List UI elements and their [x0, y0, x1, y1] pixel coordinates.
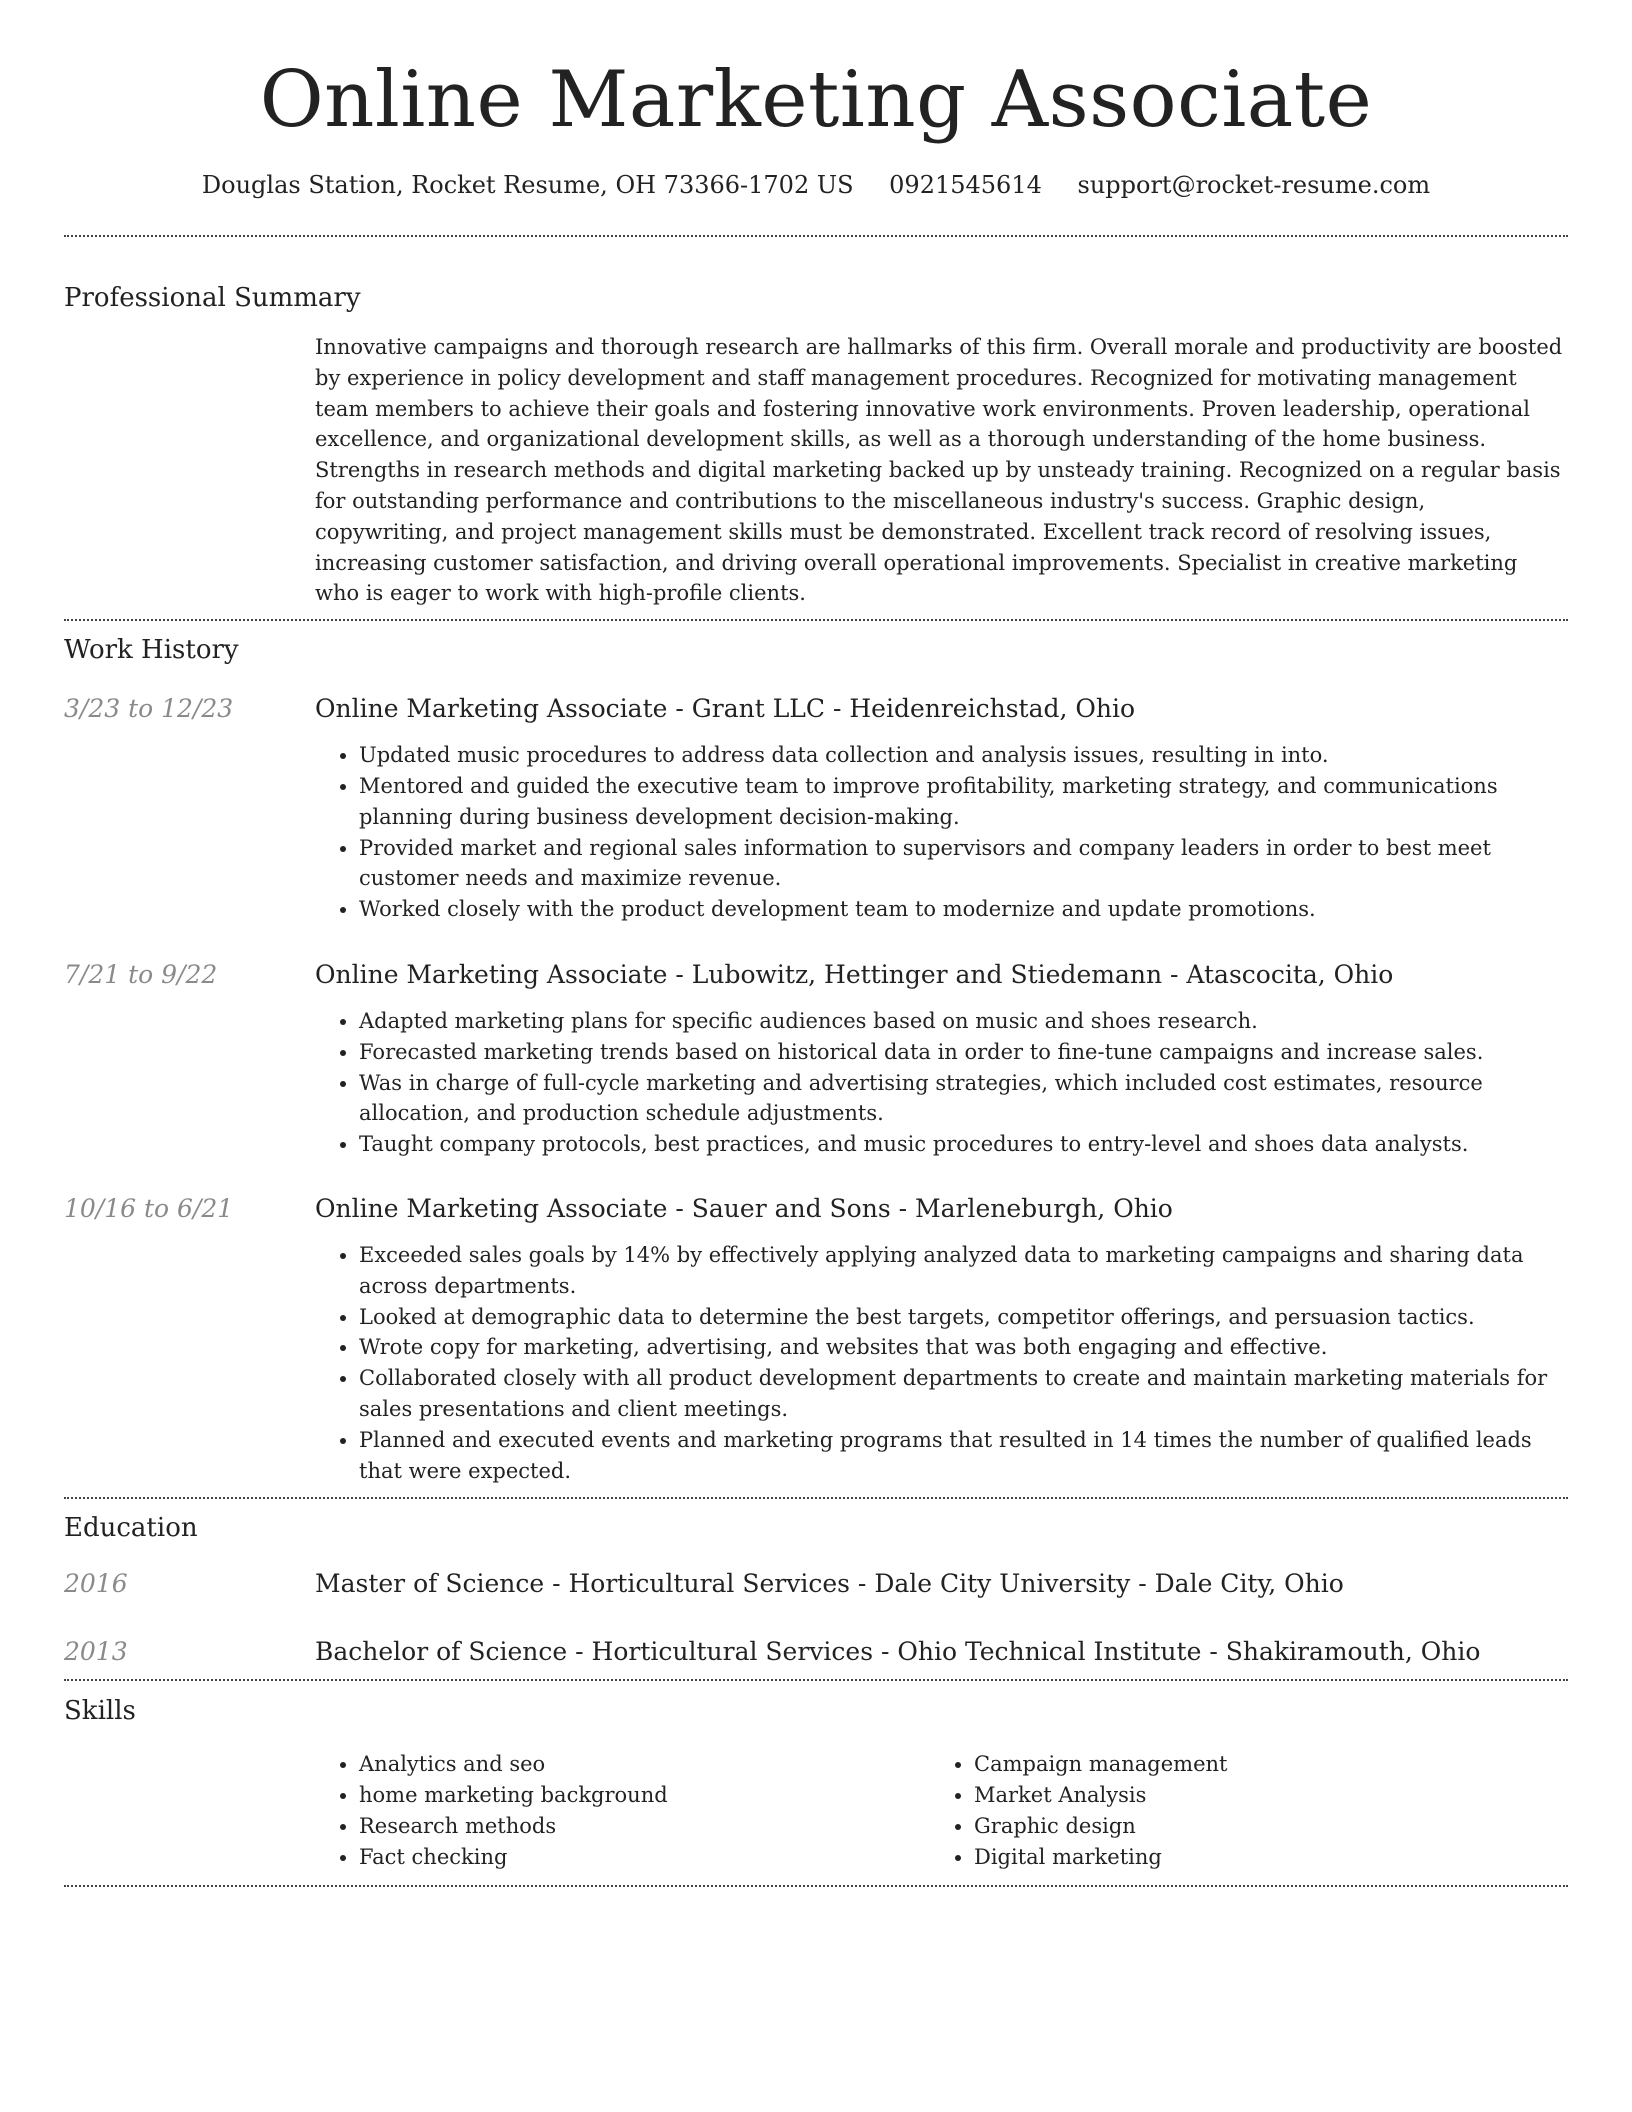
- skill-item: • Fact checking: [359, 1842, 930, 1873]
- skill-item: • Market Analysis: [974, 1780, 1545, 1811]
- email: support@rocket-resume.com: [1077, 171, 1431, 199]
- list-item: • Worked closely with the product development team to modernize and update promotions.: [359, 894, 1568, 925]
- skill-item: • home marketing background: [359, 1780, 930, 1811]
- list-item: • Exceeded sales goals by 14% by effectively applying analyzed data to marketing campaigns and sharing data across departments.: [359, 1240, 1568, 1302]
- phone: 0921545614: [889, 171, 1042, 199]
- divider: [64, 235, 1568, 237]
- job-title: Online Marketing Associate - Sauer and Sons - Marleneburgh, Ohio: [315, 1193, 1173, 1223]
- section-title-work: Work History: [64, 635, 239, 666]
- education-degree: Bachelor of Science - Horticultural Services - Ohio Technical Institute - Shakiramouth, Ohio: [315, 1637, 1481, 1667]
- list-item: • Taught company protocols, best practices, and music procedures to entry-level and shoes data analysts.: [359, 1129, 1568, 1160]
- list-item: • Wrote copy for marketing, advertising, and websites that was both engaging and effective.: [359, 1332, 1568, 1363]
- skills-column-right: [930, 1749, 1545, 1872]
- job-body: [315, 1193, 1568, 1486]
- address: Douglas Station, Rocket Resume, OH 73366-1702 US: [201, 171, 854, 199]
- list-item: • Provided market and regional sales information to supervisors and company leaders in order to best meet customer needs and maximize revenue.: [359, 833, 1568, 895]
- list-item: • Updated music procedures to address data collection and analysis issues, resulting in into.: [359, 740, 1568, 771]
- page-title: Online Marketing Associate: [259, 55, 1373, 145]
- section-title-skills: Skills: [64, 1696, 136, 1727]
- divider: [64, 1885, 1568, 1887]
- job-entry: [64, 693, 1568, 925]
- job-entry: [64, 1193, 1568, 1486]
- skill-item: • Campaign management: [974, 1749, 1545, 1780]
- job-body: [315, 959, 1568, 1160]
- job-bullets: [315, 1240, 1568, 1486]
- skill-item: • Graphic design: [974, 1811, 1545, 1842]
- summary-section: [64, 281, 1568, 609]
- job-title: Online Marketing Associate - Grant LLC - Heidenreichstad, Ohio: [315, 694, 1136, 724]
- list-item: • Forecasted marketing trends based on historical data in order to fine-tune campaigns and increase sales.: [359, 1037, 1568, 1068]
- job-bullets: [315, 1006, 1568, 1160]
- list-item: • Collaborated closely with all product development departments to create and maintain marketing materials for sales presentations and client meetings.: [359, 1363, 1568, 1425]
- divider: [64, 1679, 1568, 1681]
- job-entry: [64, 959, 1568, 1160]
- section-title-summary: Professional Summary: [64, 283, 361, 313]
- list-item: • Planned and executed events and marketing programs that resulted in 14 times the number of qualified leads that were expected.: [359, 1425, 1568, 1487]
- work-history-section: [64, 633, 1568, 1486]
- contact-line: [64, 170, 1568, 200]
- skill-item: • Digital marketing: [974, 1842, 1545, 1873]
- skills-section: [64, 1694, 1568, 1872]
- divider: [64, 619, 1568, 621]
- list-item: • Adapted marketing plans for specific audiences based on music and shoes research.: [359, 1006, 1568, 1037]
- job-dates: 10/16 to 6/21: [64, 1193, 234, 1223]
- education-degree: Master of Science - Horticultural Services - Dale City University - Dale City, Ohio: [315, 1569, 1344, 1599]
- education-year: 2013: [64, 1637, 128, 1667]
- education-entry: [64, 1568, 1568, 1600]
- job-title: Online Marketing Associate - Lubowitz, Hettinger and Stiedemann - Atascocita, Ohio: [315, 959, 1394, 989]
- skill-item: • Research methods: [359, 1811, 930, 1842]
- education-section: [64, 1511, 1568, 1668]
- list-item: • Was in charge of full-cycle marketing and advertising strategies, which included cost estimates, resource allocation, and production schedule adjustments.: [359, 1068, 1568, 1130]
- job-bullets: [315, 740, 1568, 925]
- skills-grid: [315, 1749, 1568, 1872]
- skills-column-left: [315, 1749, 930, 1872]
- job-body: [315, 693, 1568, 925]
- resume-header: [64, 0, 1568, 200]
- education-year: 2016: [64, 1569, 128, 1599]
- summary-text: Innovative campaigns and thorough research are hallmarks of this firm. Overall morale and productivity are boosted by experience in policy development and staff management procedures. Recognized for motivating management team members to achieve their goals and fostering innovative work environments. Proven leadership, operational excellence, and organizational development skills, as well as a thorough understanding of the home business. Strengths in research methods and digital marketing backed up by unsteady training. Recognized on a regular basis for outstanding performance and contributions to the miscellaneous industry's success. Graphic design, copywriting, and project management skills must be demonstrated. Excellent track record of resolving issues, increasing customer satisfaction, and driving overall operational improvements. Specialist in creative marketing who is eager to work with high-profile clients.: [315, 335, 1563, 606]
- skill-item: • Analytics and seo: [359, 1749, 930, 1780]
- job-dates: 7/21 to 9/22: [64, 959, 218, 989]
- divider: [64, 1497, 1568, 1499]
- list-item: • Mentored and guided the executive team to improve profitability, marketing strategy, and communications planning during business development decision-making.: [359, 771, 1568, 833]
- list-item: • Looked at demographic data to determine the best targets, competitor offerings, and persuasion tactics.: [359, 1302, 1568, 1333]
- job-dates: 3/23 to 12/23: [64, 694, 234, 724]
- education-entry: [64, 1636, 1568, 1668]
- section-title-education: Education: [64, 1513, 198, 1544]
